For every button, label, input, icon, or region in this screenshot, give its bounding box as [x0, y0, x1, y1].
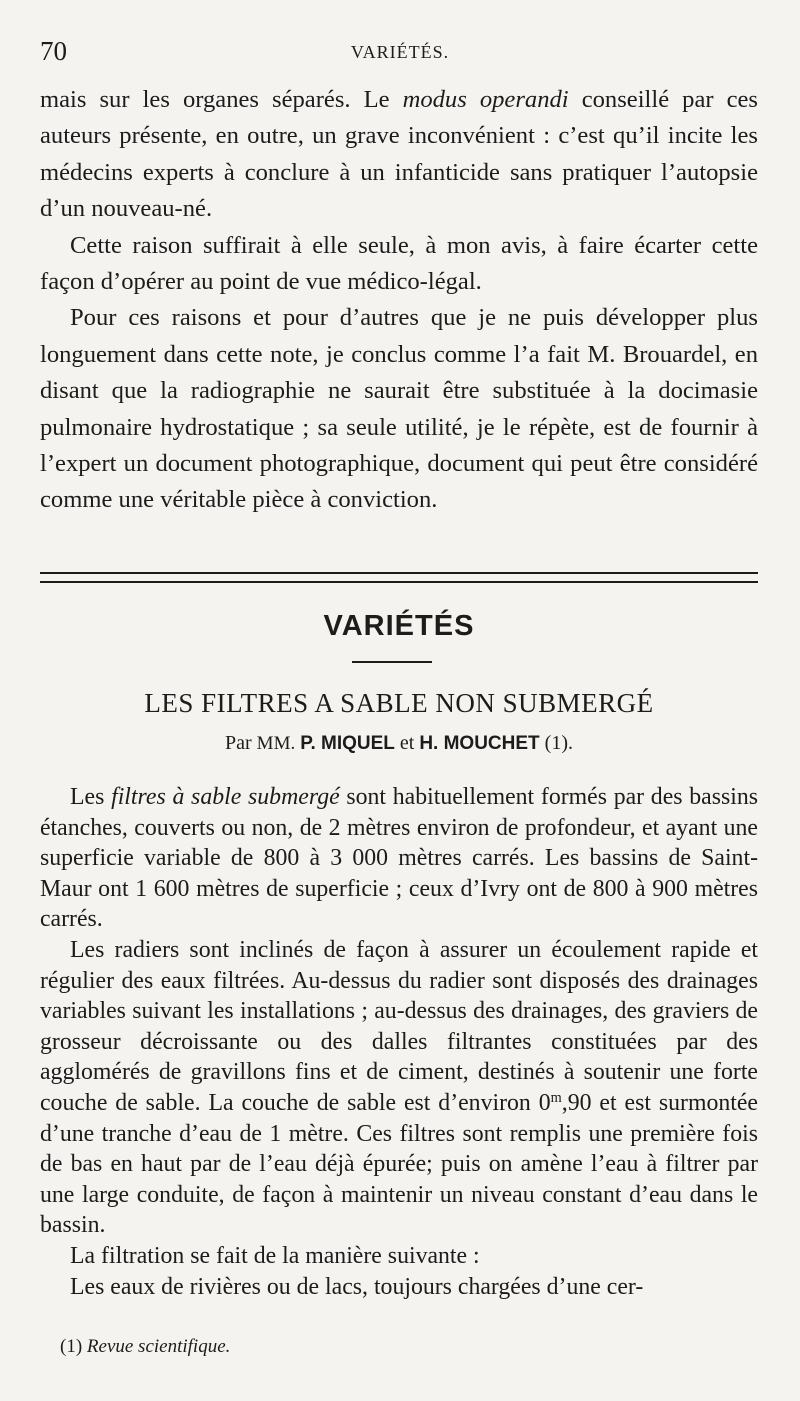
footnote-text: Revue scientifique.: [86, 1336, 231, 1357]
double-rule-divider: [40, 572, 758, 583]
byline: Par MM. P. MIQUEL et H. MOUCHET (1).: [225, 732, 573, 754]
short-rule-divider: [352, 661, 432, 663]
italic-term: filtres à sable submergé: [111, 784, 340, 810]
paragraph: mais sur les organes séparés. Le modus operandi conseillé par ces auteurs présente, en outre, un grave inconvénient : c’est qu’il incite les médecins experts à conclure à un infanticide sans pratiquer l’autopsie d’un nouveau-né.: [40, 86, 758, 223]
section-title: VARIÉTÉS: [323, 610, 475, 642]
paragraph: Cette raison suffirait à elle seule, à mon avis, à faire écarter cette façon d’opérer au point de vue médico-légal.: [40, 231, 758, 296]
unit-superscript: m: [550, 1090, 562, 1107]
article-body: [40, 782, 758, 1302]
article-title: LES FILTRES A SABLE NON SUBMERGÉ: [144, 688, 654, 718]
page-number: 70: [40, 36, 67, 66]
page-header: [40, 36, 760, 76]
footnote-marker: (1): [60, 1336, 83, 1357]
continuation-text: [40, 82, 758, 519]
running-head: VARIÉTÉS.: [350, 42, 450, 62]
author-name: H. MOUCHET: [419, 733, 540, 754]
paragraph: Les filtres à sable submergé sont habituellement formés par des bassins étanches, couverts ou non, de 2 mètres environ de profondeur, et ayant une superficie variable de 800 à 3 000 mètres carrés. Les bassins de Saint-Maur ont 1 600 mètres de superficie ; ceux d’Ivry ont de 800 à 900 mètres carrés.: [40, 784, 758, 933]
footnote: [60, 1336, 230, 1358]
author-name: P. MIQUEL: [300, 733, 395, 754]
paragraph: La filtration se fait de la manière suivante :: [70, 1242, 480, 1269]
footnote-reference: (1).: [544, 732, 573, 754]
paragraph: Pour ces raisons et pour d’autres que je ne puis développer plus longuement dans cette note, je conclus comme l’a fait M. Brouardel, en disant que la radiographie ne saurait être substituée à la docimasie pulmonaire hydrostatique ; sa seule utilité, je le répète, est de fournir à l’expert un document photographique, document qui peut être considéré comme une véritable pièce à conviction.: [40, 304, 758, 514]
paragraph: Les eaux de rivières ou de lacs, toujours chargées d’une cer-: [70, 1273, 644, 1300]
italic-term: modus operandi: [402, 86, 569, 113]
paragraph: Les radiers sont inclinés de façon à assurer un écoulement rapide et régulier des eaux filtrées. Au-dessus du radier sont disposés des drainages variables suivant les installations ; au-dessus des drainages, des graviers de grosseur décroissante ou des dalles filtrantes constituées par des agglomérés de gravillons fins et de ciment, destinés à soutenir une forte couche de sable. La couche de sable est d’environ 0$^m$,90 et est surmontée d’une tranche d’eau de 1 mètre. Ces filtres sont remplis une première fois de bas en haut par de l’eau déjà épurée; puis on amène l’eau à filtrer par une large conduite, de façon à maintenir un niveau constant d’eau dans le bassin.: [40, 936, 758, 1239]
